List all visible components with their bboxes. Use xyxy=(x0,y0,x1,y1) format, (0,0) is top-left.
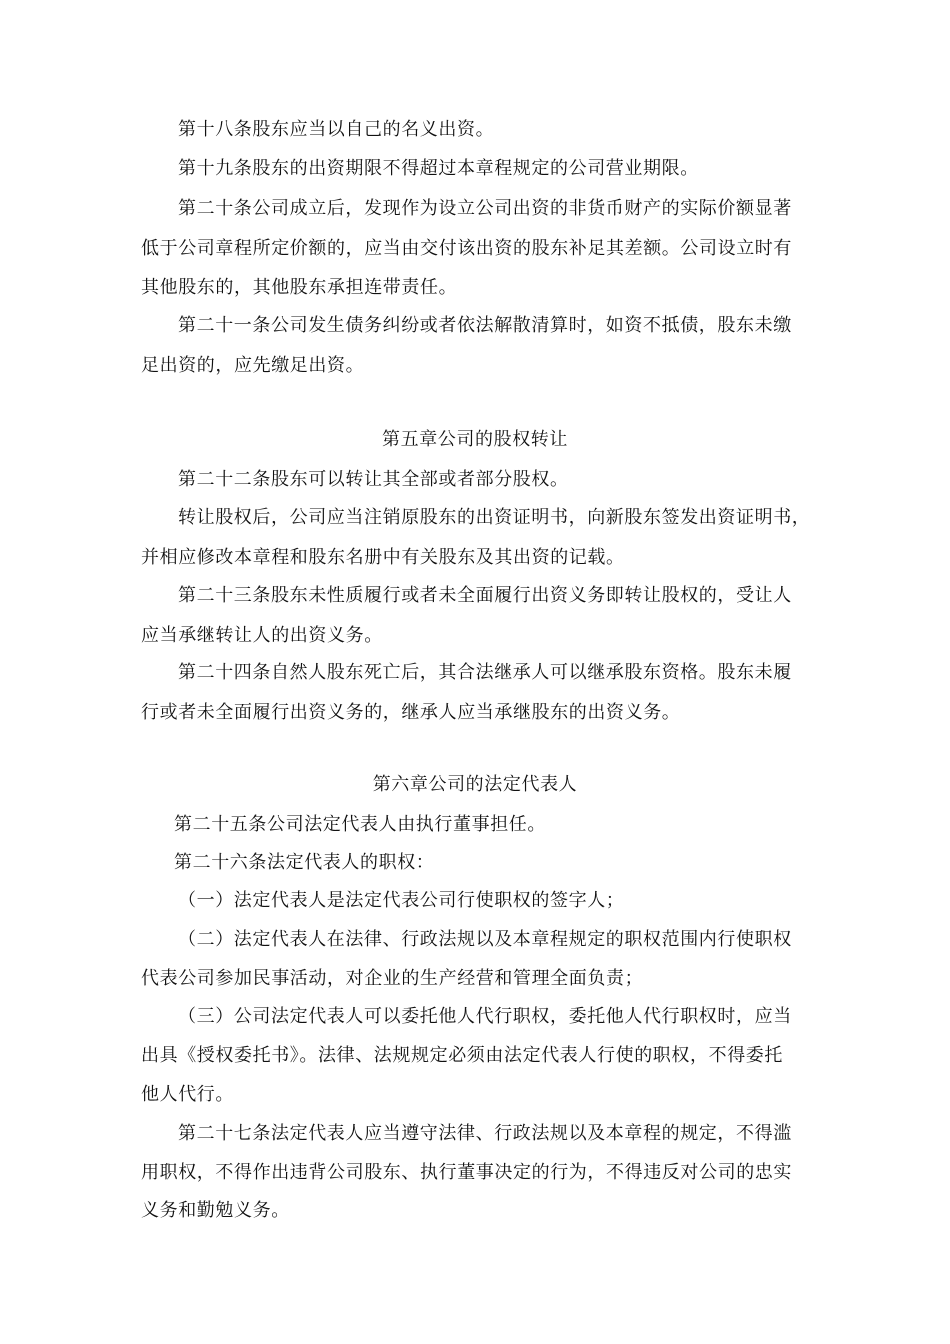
paragraph-article-27-line-3: 义务和勤勉义务。 xyxy=(141,1200,290,1221)
paragraph-article-27-line-1: 第二十七条法定代表人应当遵守法律、行政法规以及本章程的规定，不得滥 xyxy=(178,1123,792,1144)
paragraph-transfer-line-2: 并相应修改本章程和股东名册中有关股东及其出资的记载。 xyxy=(141,547,625,568)
paragraph-article-21-line-2: 足出资的，应先缴足出资。 xyxy=(141,355,365,376)
paragraph-article-23-line-2: 应当承继转让人的出资义务。 xyxy=(141,625,383,646)
list-item-3-line-2: 出具《授权委托书》。法律、法规规定必须由法定代表人行使的职权，不得委托 xyxy=(141,1045,783,1066)
paragraph-article-20-line-3: 其他股东的，其他股东承担连带责任。 xyxy=(141,277,458,298)
chapter-heading-6: 第六章公司的法定代表人 xyxy=(372,774,578,795)
paragraph-article-24-line-1: 第二十四条自然人股东死亡后，其合法继承人可以继承股东资格。股东未履 xyxy=(178,662,792,683)
paragraph-article-24-line-2: 行或者未全面履行出资义务的，继承人应当承继股东的出资义务。 xyxy=(141,702,681,723)
list-item-3-line-1: （三）公司法定代表人可以委托他人代行职权，委托他人代行职权时，应当 xyxy=(178,1006,792,1027)
list-item-2-line-1: （二）法定代表人在法律、行政法规以及本章程规定的职权范围内行使职权 xyxy=(178,929,792,950)
list-item-2-line-2: 代表公司参加民事活动，对企业的生产经营和管理全面负责； xyxy=(141,968,644,989)
paragraph-article-26: 第二十六条法定代表人的职权： xyxy=(174,852,435,873)
paragraph-transfer-line-1: 转让股权后，公司应当注销原股东的出资证明书，向新股东签发出资证明书， xyxy=(178,507,811,528)
paragraph-article-19: 第十九条股东的出资期限不得超过本章程规定的公司营业期限。 xyxy=(178,158,699,179)
chapter-heading-5: 第五章公司的股权转让 xyxy=(382,429,568,450)
paragraph-article-25: 第二十五条公司法定代表人由执行董事担任。 xyxy=(174,814,546,835)
paragraph-article-21-line-1: 第二十一条公司发生债务纠纷或者依法解散清算时，如资不抵债，股东未缴 xyxy=(178,315,792,336)
list-item-3-line-3: 他人代行。 xyxy=(141,1084,234,1105)
paragraph-article-22: 第二十二条股东可以转让其全部或者部分股权。 xyxy=(178,469,569,490)
paragraph-article-23-line-1: 第二十三条股东未性质履行或者未全面履行出资义务即转让股权的，受让人 xyxy=(178,585,792,606)
paragraph-article-20-line-1: 第二十条公司成立后，发现作为设立公司出资的非货币财产的实际价额显著 xyxy=(178,198,792,219)
list-item-1: （一）法定代表人是法定代表公司行使职权的签字人； xyxy=(178,890,625,911)
paragraph-article-20-line-2: 低于公司章程所定价额的，应当由交付该出资的股东补足其差额。公司设立时有 xyxy=(141,238,792,259)
paragraph-article-18: 第十八条股东应当以自己的名义出资。 xyxy=(178,119,495,140)
paragraph-article-27-line-2: 用职权，不得作出违背公司股东、执行董事决定的行为，不得违反对公司的忠实 xyxy=(141,1162,792,1183)
